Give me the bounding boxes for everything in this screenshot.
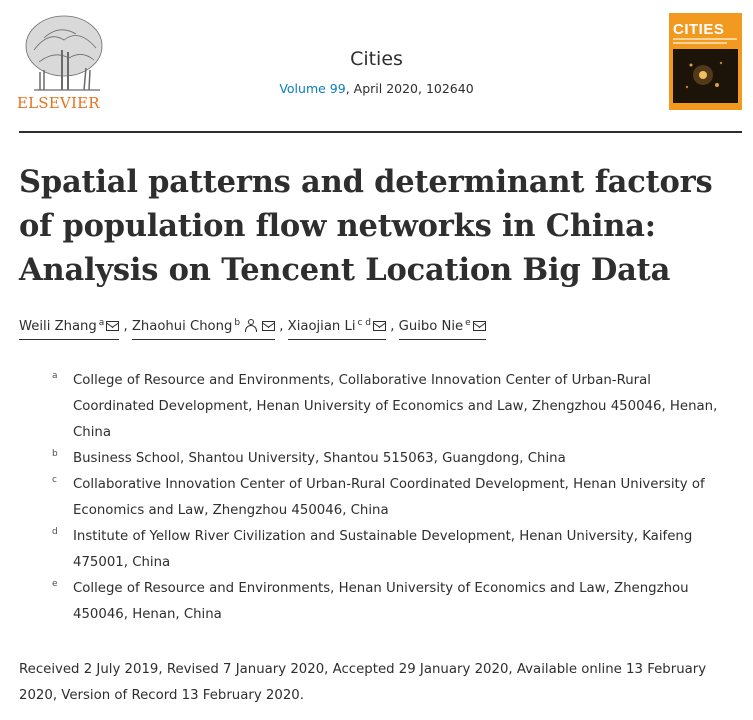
- journal-name[interactable]: Cities: [350, 48, 403, 70]
- publisher-name: ELSEVIER: [17, 94, 100, 112]
- author-list: [19, 318, 486, 340]
- volume-link[interactable]: Volume 99: [279, 81, 346, 96]
- author-name: Guibo Nie: [398, 319, 464, 334]
- author-name: Weili Zhang: [19, 319, 97, 334]
- author-affiliation-ref: b: [234, 318, 241, 328]
- cover-title: CITIES: [673, 21, 725, 38]
- mail-icon[interactable]: [106, 321, 119, 331]
- affiliation-item: [52, 446, 732, 472]
- cover-subtitle-line: [673, 42, 727, 44]
- author-name: Xiaojian Li: [287, 319, 356, 334]
- article-title: Spatial patterns and determinant factors of population flow networks in China: Analysis on Tencent Location Big Data: [19, 164, 713, 288]
- author-weili-zhang[interactable]: [19, 318, 119, 340]
- affiliation-label: d: [52, 527, 58, 537]
- mail-icon[interactable]: [262, 321, 275, 331]
- author-xiaojian-li[interactable]: [288, 318, 386, 340]
- affiliation-list: [52, 368, 732, 628]
- affiliation-label: e: [52, 579, 58, 589]
- affiliation-text: Business School, Shantou University, Shantou 515063, Guangdong, China: [73, 451, 566, 466]
- affiliation-label: a: [52, 371, 58, 381]
- affiliation-label: b: [52, 449, 58, 459]
- author-separator: ,: [279, 319, 288, 334]
- journal-cover-image[interactable]: [669, 13, 742, 110]
- cover-night-map: [673, 49, 738, 103]
- article-header: [0, 0, 753, 131]
- affiliation-item: [52, 368, 732, 446]
- affiliation-item: [52, 524, 732, 576]
- author-separator: ,: [123, 319, 132, 334]
- author-zhaohui-chong[interactable]: [132, 318, 275, 340]
- person-icon[interactable]: [245, 319, 257, 331]
- issue-details: , April 2020, 102640: [345, 81, 474, 96]
- article-history-dates: Received 2 July 2019, Revised 7 January 2020, Accepted 29 January 2020, Available online 13 February 2020, Version of Record 13 February 2020.: [19, 662, 707, 703]
- author-separator: ,: [390, 319, 399, 334]
- affiliation-item: [52, 576, 732, 628]
- mail-icon[interactable]: [373, 321, 386, 331]
- cover-subtitle-line: [673, 38, 737, 40]
- author-affiliation-ref: c d: [357, 318, 372, 328]
- mail-icon[interactable]: [473, 321, 486, 331]
- affiliation-text: Institute of Yellow River Civilization and Sustainable Development, Henan University, Kaifeng 475001, China: [73, 529, 693, 570]
- affiliation-text: College of Resource and Environments, Henan University of Economics and Law, Zhengzhou 450046, Henan, China: [73, 581, 689, 622]
- author-affiliation-ref: a: [98, 318, 105, 328]
- affiliation-text: College of Resource and Environments, Collaborative Innovation Center of Urban-Rural Coordinated Development, Henan University of Economics and Law, Zhengzhou 450046, Henan, China: [73, 373, 718, 440]
- affiliation-text: Collaborative Innovation Center of Urban-Rural Coordinated Development, Henan University of Economics and Law, Zhengzhou 450046, China: [73, 477, 705, 518]
- author-guibo-nie[interactable]: [399, 318, 486, 340]
- author-affiliation-ref: e: [465, 318, 471, 328]
- affiliation-label: c: [52, 475, 57, 485]
- header-divider: [19, 131, 742, 133]
- affiliation-item: [52, 472, 732, 524]
- author-name: Zhaohui Chong: [131, 319, 233, 334]
- journal-issue: [0, 81, 753, 96]
